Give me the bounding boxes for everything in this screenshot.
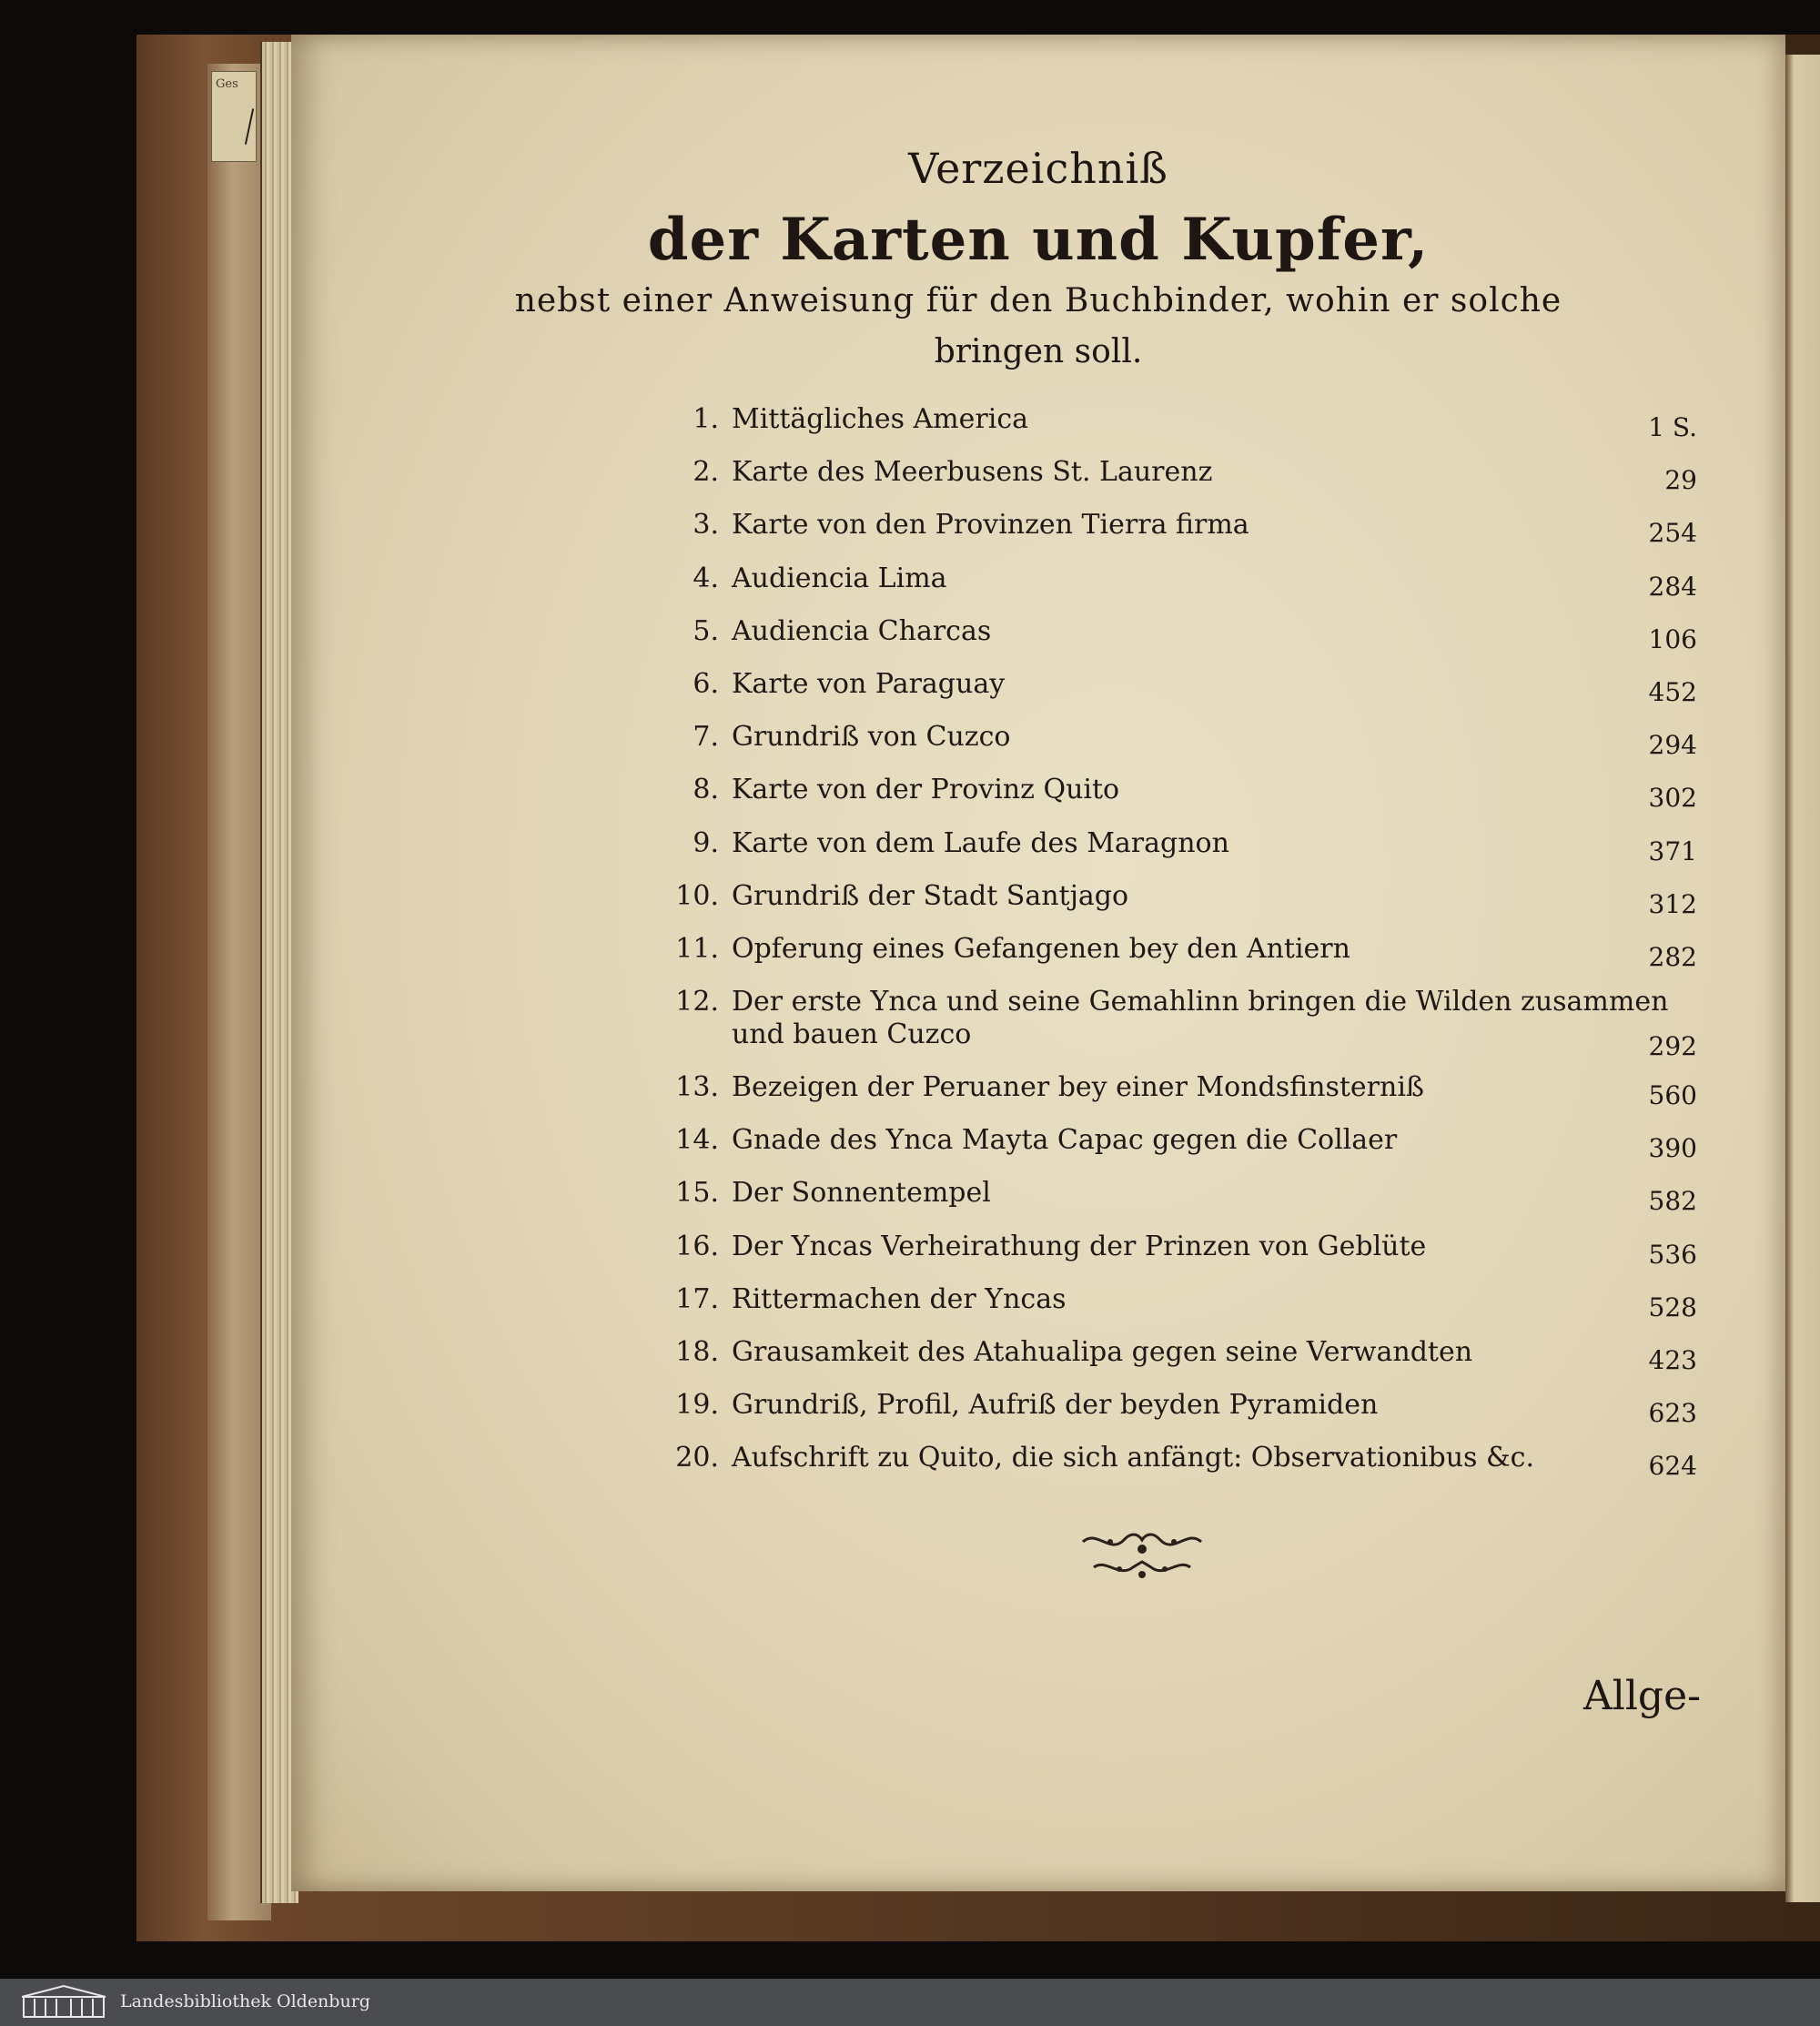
- entry-page: 312: [1648, 888, 1697, 919]
- entry-title: Karte von den Provinzen Tierra firma: [732, 509, 1249, 542]
- entry-title: Audiencia Lima: [732, 562, 947, 594]
- entry-number: 11.: [675, 932, 719, 965]
- facing-page-edge: [1785, 55, 1820, 1902]
- list-item: [664, 774, 1697, 826]
- list-item: [664, 615, 1697, 668]
- list-item: [664, 1389, 1697, 1442]
- entry-page: 560: [1648, 1080, 1697, 1111]
- entry-title: Opferung eines Gefangenen bey den Antiern: [732, 932, 1350, 965]
- entry-number: 13.: [675, 1071, 719, 1104]
- entry-page: 1 S.: [1648, 412, 1697, 442]
- entry-number: 14.: [675, 1124, 719, 1157]
- entry-page: 528: [1648, 1292, 1697, 1322]
- entry-number: 3.: [693, 509, 719, 542]
- entry-number: 10.: [675, 879, 719, 912]
- entry-page: 294: [1648, 730, 1697, 761]
- list-item: [664, 1283, 1697, 1336]
- footer-bar: [0, 1979, 1820, 2026]
- entry-number: 5.: [693, 614, 719, 647]
- entry-title: Grausamkeit des Atahualipa gegen seine Verwandten: [732, 1336, 1473, 1368]
- entry-number: 16.: [675, 1230, 719, 1262]
- entry-title: Karte von dem Laufe des Maragnon: [732, 826, 1229, 859]
- entry-page: 623: [1648, 1398, 1697, 1429]
- library-building-icon: [18, 1984, 109, 2021]
- spine-label-mark: [245, 108, 254, 145]
- entry-page: 423: [1648, 1345, 1697, 1375]
- entry-title: Der Sonnentempel: [732, 1177, 991, 1210]
- list-item: [664, 562, 1697, 615]
- list-item: [664, 1231, 1697, 1283]
- list-item: [664, 509, 1697, 562]
- entry-title: Karte des Meerbusens St. Laurenz: [732, 456, 1213, 489]
- entry-title: Der erste Ynca und seine Gemahlinn bringen die Wilden zusammen und bauen Cuzco: [732, 986, 1669, 1051]
- entry-number: 6.: [693, 667, 719, 700]
- entry-title: Audiencia Charcas: [732, 614, 992, 647]
- entry-page: 302: [1648, 783, 1697, 814]
- entry-number: 9.: [693, 826, 719, 859]
- entry-page: 254: [1648, 518, 1697, 549]
- list-item: [664, 668, 1697, 721]
- list-item: [664, 880, 1697, 933]
- entry-title: Rittermachen der Yncas: [732, 1282, 1067, 1315]
- entry-title: Grundriß, Profil, Aufriß der beyden Pyramiden: [732, 1389, 1379, 1422]
- entry-title: Karte von Paraguay: [732, 667, 1006, 700]
- entry-number: 20.: [675, 1442, 719, 1474]
- entry-page: 284: [1648, 571, 1697, 602]
- entry-page: 371: [1648, 836, 1697, 866]
- entry-number: 18.: [675, 1336, 719, 1368]
- list-item: [664, 827, 1697, 880]
- catchword: Allge-: [1583, 1673, 1701, 1719]
- entry-number: 19.: [675, 1389, 719, 1422]
- entry-title: Karte von der Provinz Quito: [732, 774, 1120, 806]
- entry-number: 12.: [675, 986, 719, 1018]
- entry-page: 29: [1664, 465, 1697, 496]
- printers-ornament-icon: [1074, 1522, 1210, 1595]
- entry-title: Mittägliches America: [732, 403, 1029, 435]
- list-item: [664, 1124, 1697, 1177]
- entry-page: 390: [1648, 1133, 1697, 1164]
- entry-number: 1.: [693, 403, 719, 435]
- list-item: [664, 986, 1697, 1071]
- library-name: Landesbibliothek Oldenburg: [120, 1991, 370, 2011]
- page-subtitle-line1: nebst einer Anweisung für den Buchbinder, wohin er solche: [514, 282, 1562, 319]
- entry-page: 292: [1648, 1031, 1697, 1062]
- entry-title: Gnade des Ynca Mayta Capac gegen die Collaer: [732, 1124, 1398, 1157]
- entry-number: 4.: [693, 562, 719, 594]
- entry-title: Grundriß der Stadt Santjago: [732, 879, 1129, 912]
- page-subtitle-line2: bringen soll.: [934, 333, 1143, 370]
- entry-number: 15.: [675, 1177, 719, 1210]
- entry-title: Bezeigen der Peruaner bey einer Mondsfinsterniß: [732, 1071, 1424, 1104]
- entry-title: Aufschrift zu Quito, die sich anfängt: Observationibus &c.: [732, 1442, 1535, 1474]
- list-item: [664, 721, 1697, 774]
- entry-page: 582: [1648, 1186, 1697, 1217]
- entry-number: 2.: [693, 456, 719, 489]
- entry-number: 7.: [693, 721, 719, 754]
- spine-label: [211, 71, 257, 162]
- list-item: [664, 456, 1697, 509]
- list-item: [664, 1177, 1697, 1230]
- list-item: [664, 1336, 1697, 1389]
- entry-page: 624: [1648, 1451, 1697, 1482]
- list-item: [664, 1442, 1697, 1494]
- spine-label-text: Ges: [216, 77, 238, 91]
- entry-title: Grundriß von Cuzco: [732, 721, 1011, 754]
- entry-page: 282: [1648, 941, 1697, 972]
- list-item: [664, 933, 1697, 986]
- entry-page: 536: [1648, 1239, 1697, 1270]
- entry-page: 452: [1648, 676, 1697, 707]
- entry-page: 106: [1648, 623, 1697, 654]
- list-item: [664, 403, 1697, 456]
- list-item: [664, 1071, 1697, 1124]
- entry-title: Der Yncas Verheirathung der Prinzen von Geblüte: [732, 1230, 1427, 1262]
- plate-list: [664, 403, 1697, 1495]
- page-title-line1: Verzeichniß: [908, 144, 1168, 193]
- entry-number: 8.: [693, 774, 719, 806]
- entry-number: 17.: [675, 1282, 719, 1315]
- page-title-line2: der Karten und Kupfer,: [647, 206, 1430, 274]
